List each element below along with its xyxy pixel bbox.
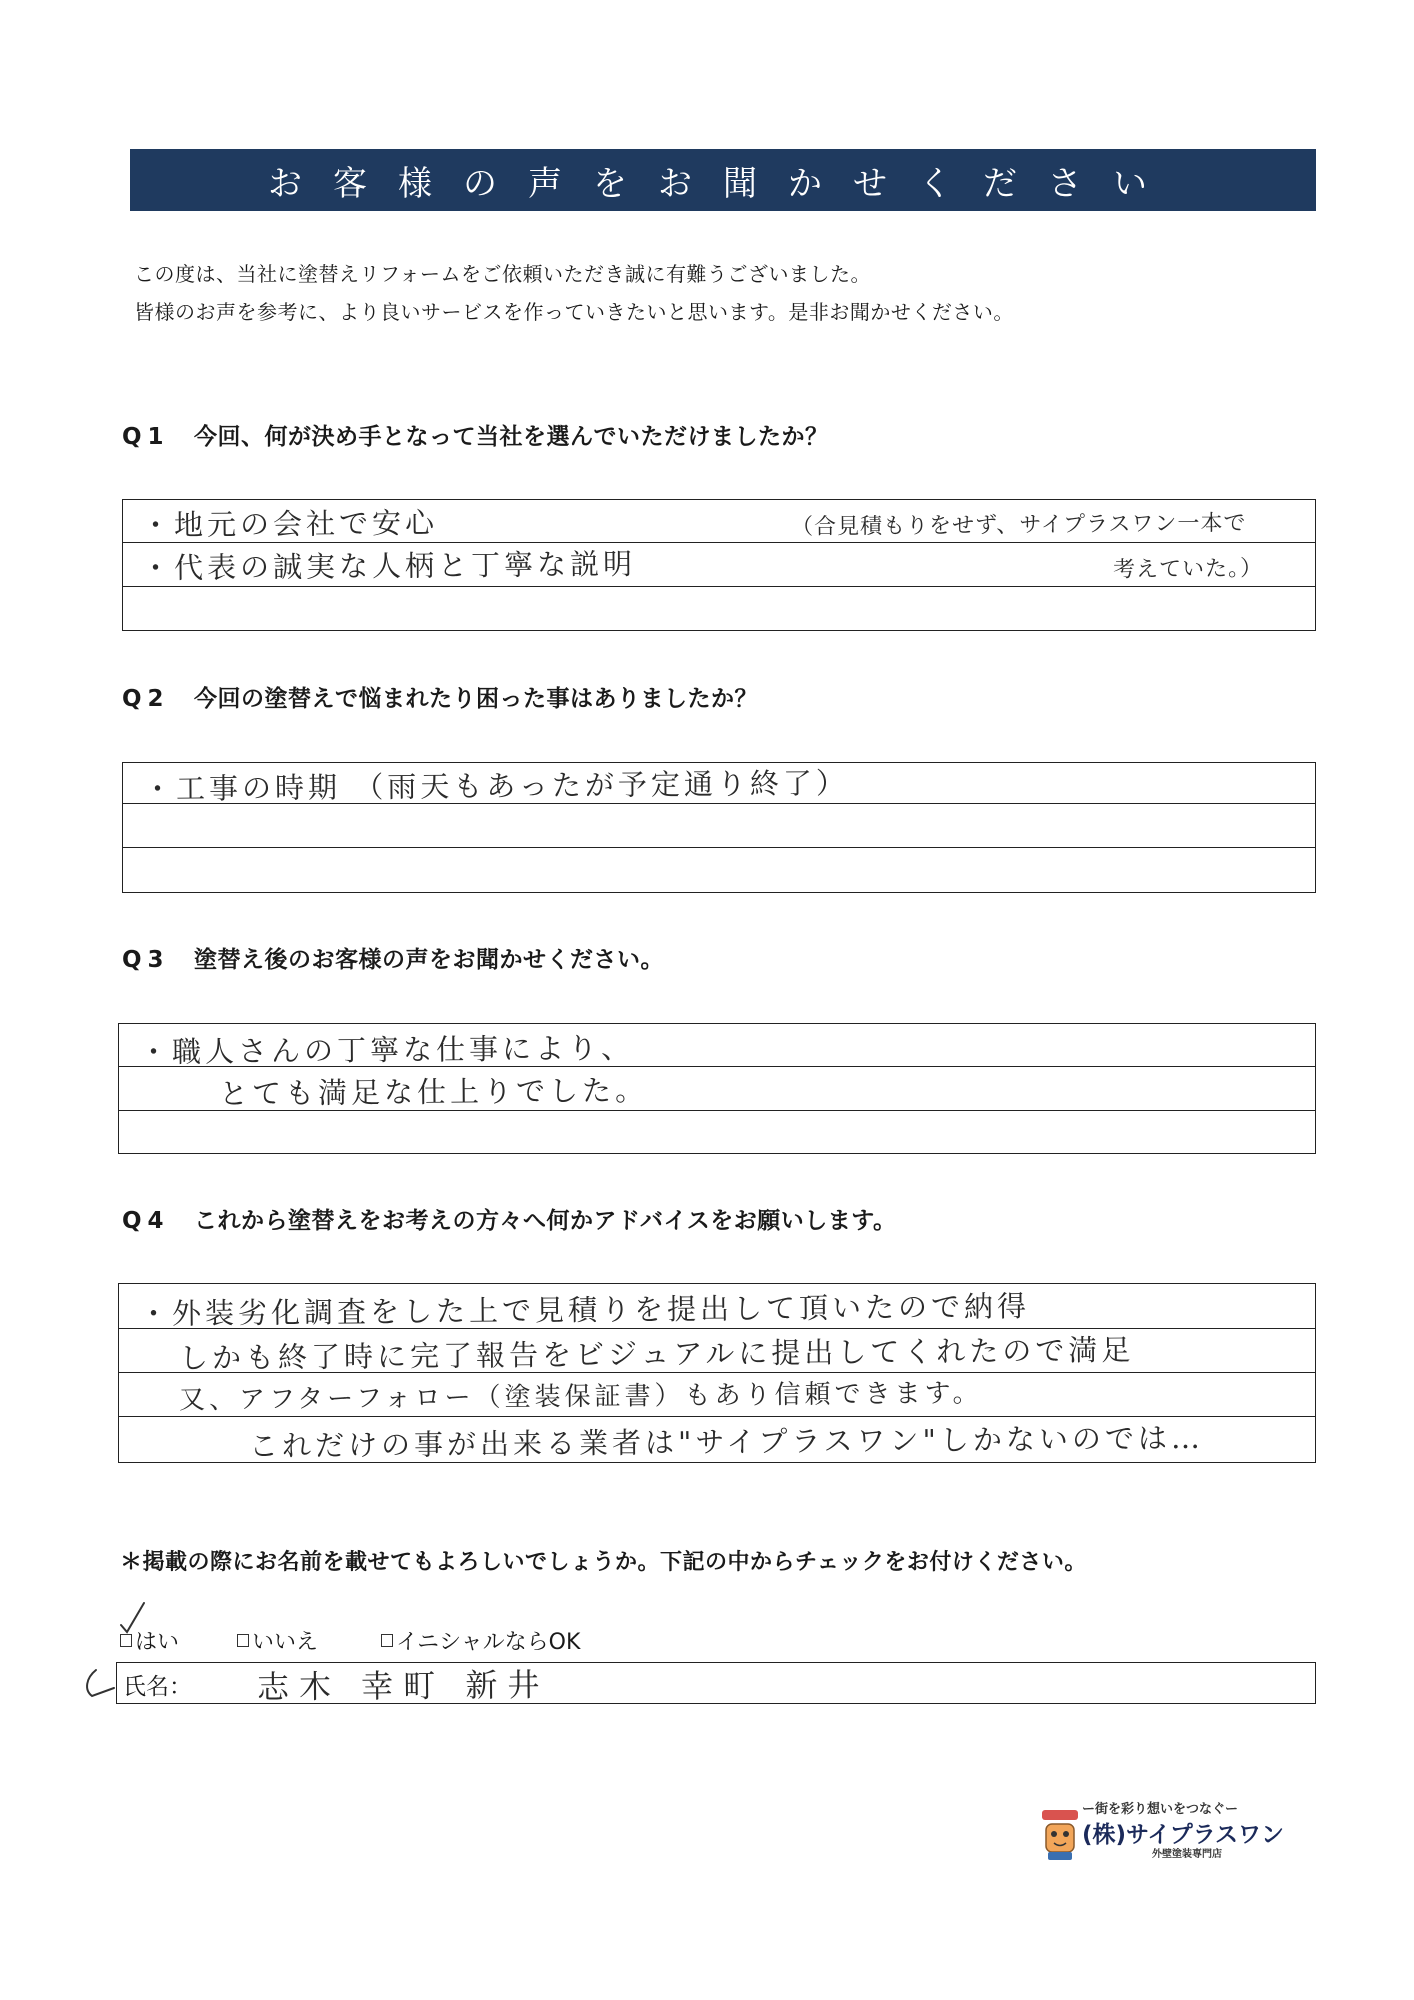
company-logo — [1040, 1798, 1290, 1868]
consent-prompt: ＊掲載の際にお名前を載せてもよろしいでしょうか。下記の中からチェックをお付けください。 — [120, 1550, 1087, 1575]
handwritten-side-note: 考えていた。） — [1112, 556, 1264, 583]
question-3 — [122, 941, 664, 974]
answer-box-q4 — [118, 1283, 1316, 1463]
handwritten-answer: 又、アフターフォロー（塗装保証書）もあり信頼できます。 — [178, 1378, 983, 1416]
question-text: 今回の塗替えで悩まれたり困った事はありましたか？ — [194, 686, 758, 712]
answer-box-q1 — [122, 499, 1316, 631]
handwritten-answer: しかも終了時に完了報告をビジュアルに提出してくれたので満足 — [178, 1332, 1135, 1376]
question-number: Q2 — [122, 686, 170, 712]
option-label: イニシャルならOK — [396, 1630, 581, 1655]
logo-company-name: (株)サイプラスワン — [1082, 1822, 1285, 1848]
handwritten-name: 志木 幸町 新井 — [256, 1665, 550, 1707]
handwritten-answer: ・外装劣化調査をした上で見積りを提出して頂いたので納得 — [138, 1289, 1031, 1331]
handwritten-answer: これだけの事が出来る業者は"サイプラスワン"しかないのでは… — [248, 1420, 1205, 1464]
question-text: 今回、何が決め手となって当社を選んでいただけましたか？ — [194, 424, 829, 450]
mascot-icon — [1040, 1806, 1080, 1862]
question-number: Q3 — [122, 947, 170, 973]
intro-line-1: この度は、当社に塗替えリフォームをご依頼いただき誠に有難うございました。 — [134, 262, 871, 286]
handwritten-answer: ・代表の誠実な人柄と丁寧な説明 — [140, 546, 637, 586]
page-title: お客様の声をお聞かせください — [130, 149, 1316, 211]
question-1 — [122, 418, 829, 451]
answer-box-q2 — [122, 762, 1316, 893]
handwritten-answer: ・地元の会社で安心 — [140, 505, 439, 543]
consent-option-initials[interactable] — [381, 1625, 580, 1656]
question-number: Q1 — [122, 424, 170, 450]
answer-box-q3 — [118, 1023, 1316, 1154]
handwritten-answer: ・職人さんの丁寧な仕事により、 — [138, 1030, 635, 1070]
checkbox[interactable] — [381, 1634, 393, 1647]
option-label: はい — [135, 1630, 180, 1655]
question-4 — [122, 1202, 896, 1235]
handwritten-answer: とても満足な仕上りでした。 — [218, 1073, 649, 1111]
logo-subtitle: 外壁塗装専門店 — [1152, 1849, 1222, 1860]
name-field — [116, 1662, 1316, 1707]
question-text: これから塗替えをお考えの方々へ何かアドバイスをお願いします。 — [194, 1208, 897, 1234]
consent-option-no[interactable] — [237, 1625, 318, 1656]
intro-line-2: 皆様のお声を参考に、より良いサービスを作っていきたいと思います。是非お聞かせください。 — [134, 300, 1014, 324]
handwritten-side-note: （合見積もりをせず、サイプラスワン一本で — [790, 511, 1247, 540]
option-label: いいえ — [252, 1630, 319, 1655]
checkbox-checked[interactable] — [120, 1634, 132, 1647]
handwritten-answer: ・工事の時期 （雨天もあったが予定通り終了） — [142, 765, 850, 807]
question-text: 塗替え後のお客様の声をお聞かせください。 — [194, 947, 664, 973]
logo-tagline: ー街を彩り想いをつなぐー — [1082, 1802, 1239, 1817]
arrow-mark-icon — [80, 1668, 120, 1704]
question-number: Q4 — [122, 1208, 170, 1234]
check-mark-icon — [118, 1601, 148, 1635]
name-label: 氏名： — [123, 1674, 192, 1700]
checkbox[interactable] — [237, 1634, 249, 1647]
question-2 — [122, 680, 758, 713]
